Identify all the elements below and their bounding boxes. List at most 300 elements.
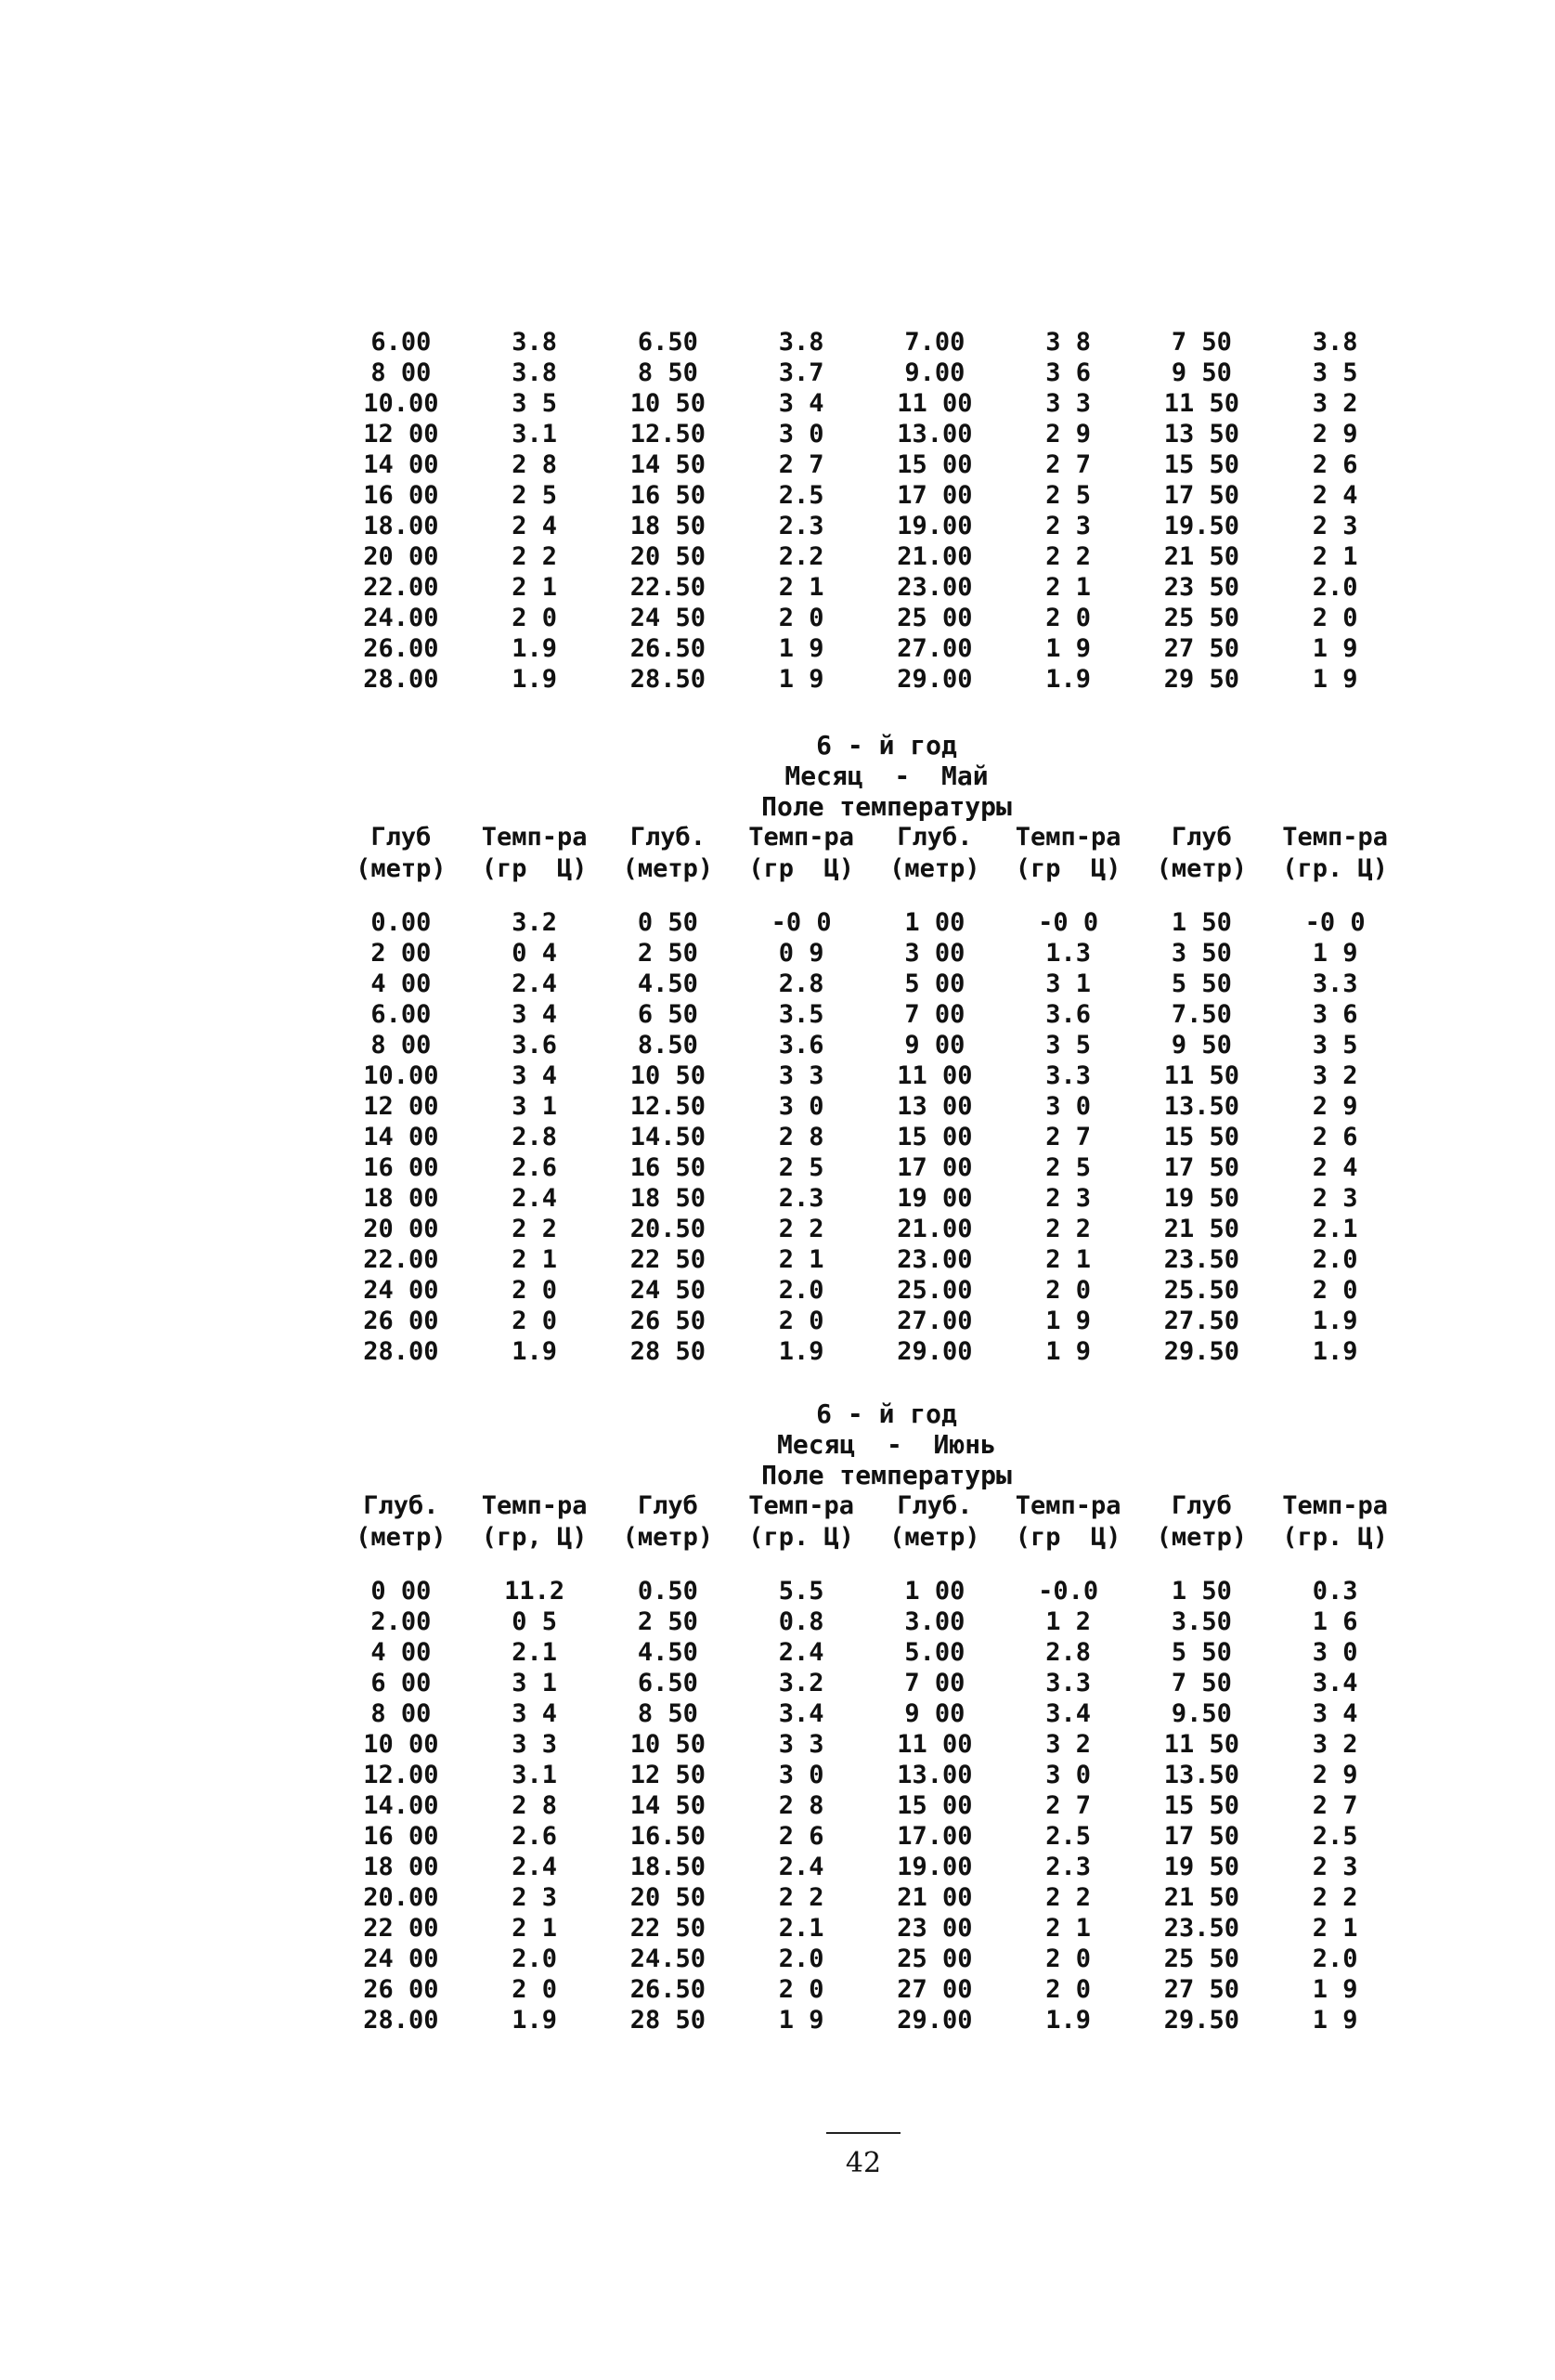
table-cell: 13.00 — [897, 1761, 973, 1789]
table-cell: 7 00 — [904, 1669, 965, 1697]
table-cell: 5 50 — [1171, 1638, 1232, 1667]
table-cell: 0 4 — [512, 939, 558, 968]
table-cell: 21 50 — [1163, 1883, 1240, 1912]
table-cell: 27.00 — [897, 634, 973, 663]
table-cell: 3 3 — [1045, 389, 1092, 418]
table-cell: 3 0 — [778, 1092, 824, 1121]
table-cell: 26 00 — [363, 1307, 439, 1335]
table-cell: 3.2 — [512, 908, 558, 937]
table-cell: 28.00 — [363, 665, 439, 694]
column-header: (метр) — [622, 1523, 714, 1552]
table-cell: 0.00 — [370, 908, 432, 937]
section-june-titles — [334, 1398, 1402, 1490]
table-cell: 6.00 — [370, 1000, 432, 1029]
table-cell: 2.1 — [512, 1638, 558, 1667]
table-cell: 2 2 — [778, 1215, 824, 1243]
table-cell: 3 2 — [1312, 1061, 1358, 1090]
table-cell: 1.9 — [1312, 1337, 1358, 1366]
table-cell: 13.50 — [1163, 1761, 1240, 1789]
table-cell: 2 1 — [1045, 573, 1092, 602]
table-cell: 3 4 — [512, 1699, 558, 1728]
table-cell: 5 00 — [904, 969, 965, 998]
table-cell: 4 00 — [370, 969, 432, 998]
page-number: 42 — [845, 2147, 882, 2179]
table-cell: 2.8 — [512, 1123, 558, 1151]
table-cell: 2 0 — [778, 1975, 824, 2004]
table-cell: 3 6 — [1045, 358, 1092, 387]
month-heading: Месяц - Май — [784, 761, 989, 791]
table-cell: 2 1 — [1312, 1914, 1358, 1943]
table-cell: 0 9 — [778, 939, 824, 968]
table-cell: 9 50 — [1171, 358, 1232, 387]
table-cell: 3 0 — [1045, 1761, 1092, 1789]
table-cell: 1 9 — [1312, 2006, 1358, 2035]
table-cell: 1.9 — [512, 665, 558, 694]
table-cell: 13 00 — [897, 1092, 973, 1121]
table-cell: 2 0 — [778, 1307, 824, 1335]
table-cell: 26.00 — [363, 634, 439, 663]
table-cell: 2 0 — [1312, 1276, 1358, 1305]
column-header: (гр. Ц) — [1282, 854, 1389, 883]
table-cell: 10 50 — [629, 389, 706, 418]
table-cell: 27 50 — [1163, 634, 1240, 663]
june-header — [334, 1490, 1402, 1554]
table-cell: 1 9 — [778, 2006, 824, 2035]
table-cell: 3 5 — [1312, 1031, 1358, 1060]
column-header: (гр Ц) — [1015, 854, 1121, 883]
table-cell: 2.00 — [370, 1607, 432, 1636]
column-header: (гр Ц) — [481, 854, 588, 883]
table-cell: 2 5 — [512, 481, 558, 510]
table-cell: 3 2 — [1045, 1730, 1092, 1759]
table-cell: 7.50 — [1171, 1000, 1232, 1029]
table-cell: 25 00 — [897, 1944, 973, 1973]
table-cell: 2.1 — [778, 1914, 824, 1943]
table-cell: 8 00 — [370, 358, 432, 387]
column-header: Темп-ра — [481, 823, 588, 852]
table-cell: 2 7 — [1045, 1791, 1092, 1820]
table-cell: 28.00 — [363, 2006, 439, 2035]
table-cell: 2 1 — [1312, 542, 1358, 571]
table-cell: 2 3 — [1312, 1853, 1358, 1881]
table-cell: 2 4 — [1312, 1153, 1358, 1182]
table-cell: 29.50 — [1163, 2006, 1240, 2035]
table-cell: 1 9 — [778, 665, 824, 694]
table-cell: 10 00 — [363, 1730, 439, 1759]
table-cell: -0.0 — [1038, 1577, 1099, 1606]
table-cell: 3.3 — [1312, 969, 1358, 998]
table-cell: 9 00 — [904, 1699, 965, 1728]
table-cell: 0.50 — [637, 1577, 698, 1606]
table-cell: 8 50 — [637, 1699, 698, 1728]
column-header: Глуб. — [629, 823, 706, 852]
table-cell: 1 9 — [1045, 1337, 1092, 1366]
table-cell: 2.0 — [1312, 1944, 1358, 1973]
column-header: (метр) — [889, 854, 980, 883]
may-header — [334, 822, 1402, 885]
table-cell: 1 2 — [1045, 1607, 1092, 1636]
table-cell: 3 3 — [512, 1730, 558, 1759]
column-header: Темп-ра — [748, 1491, 855, 1520]
table-cell: 1.3 — [1045, 939, 1092, 968]
table-cell: 3 5 — [512, 389, 558, 418]
table-cell: 21 00 — [897, 1883, 973, 1912]
table-cell: 3 1 — [512, 1669, 558, 1697]
table-cell: 2.0 — [778, 1944, 824, 1973]
table-cell: 2.3 — [778, 1184, 824, 1213]
table-cell: 23.50 — [1163, 1245, 1240, 1274]
table-cell: 2.0 — [778, 1276, 824, 1305]
table-cell: 28.00 — [363, 1337, 439, 1366]
table-cell: 10.00 — [363, 1061, 439, 1090]
table-cell: 1 6 — [1312, 1607, 1358, 1636]
table-cell: 1.9 — [512, 2006, 558, 2035]
table-cell: 2 2 — [778, 1883, 824, 1912]
table-cell: 22.50 — [629, 573, 706, 602]
table-cell: 2 7 — [1045, 450, 1092, 479]
table-cell: 2 9 — [1312, 420, 1358, 449]
table-cell: 2 1 — [512, 1914, 558, 1943]
table-cell: 28 50 — [629, 2006, 706, 2035]
table-cell: 1 50 — [1171, 1577, 1232, 1606]
table-cell: 2 0 — [512, 1276, 558, 1305]
table-cell: 8 00 — [370, 1031, 432, 1060]
table-cell: 6.50 — [637, 328, 698, 357]
table-cell: 11.2 — [504, 1577, 565, 1606]
table-cell: 15 00 — [897, 450, 973, 479]
table-cell: 2 2 — [512, 542, 558, 571]
table-cell: 23.50 — [1163, 1914, 1240, 1943]
table-cell: 1.9 — [1045, 2006, 1092, 2035]
table-cell: 18 50 — [629, 512, 706, 540]
table-cell: 2 8 — [778, 1791, 824, 1820]
table-cell: 29 50 — [1163, 665, 1240, 694]
table-cell: 18 00 — [363, 1853, 439, 1881]
table-cell: 8.50 — [637, 1031, 698, 1060]
table-cell: 2 0 — [1045, 1975, 1092, 2004]
table-cell: 2 1 — [1045, 1914, 1092, 1943]
table-cell: 29.00 — [897, 1337, 973, 1366]
table-cell: 17 50 — [1163, 1153, 1240, 1182]
table-cell: 15 50 — [1163, 1123, 1240, 1151]
table-cell: 19 00 — [897, 1184, 973, 1213]
table-cell: 7 50 — [1171, 328, 1232, 357]
table-cell: 2 8 — [778, 1123, 824, 1151]
table-cell: 15 00 — [897, 1791, 973, 1820]
table-cell: 14.50 — [629, 1123, 706, 1151]
table-cell: 2 7 — [778, 450, 824, 479]
table-cell: 2.3 — [778, 512, 824, 540]
table-cell: 7.00 — [904, 328, 965, 357]
table-cell: 2 2 — [512, 1215, 558, 1243]
table-cell: 12.00 — [363, 1761, 439, 1789]
table-cell: 24.00 — [363, 604, 439, 632]
table-cell: 14 00 — [363, 1123, 439, 1151]
column-header: (гр. Ц) — [748, 1523, 855, 1552]
table-cell: 24 50 — [629, 1276, 706, 1305]
table-cell: 25 00 — [897, 604, 973, 632]
table-cell: 2 6 — [778, 1822, 824, 1851]
table-cell: 27 00 — [897, 1975, 973, 2004]
table-cell: 20 50 — [629, 542, 706, 571]
table-cell: 2 0 — [1312, 604, 1358, 632]
table-cell: 2.5 — [778, 481, 824, 510]
table-cell: 3 0 — [778, 420, 824, 449]
column-header: Глуб — [637, 1491, 698, 1520]
table-cell: 2.4 — [778, 1638, 824, 1667]
table-cell: 3.50 — [1171, 1607, 1232, 1636]
table-cell: 2 3 — [1312, 1184, 1358, 1213]
table-cell: 1 9 — [1312, 939, 1358, 968]
table-cell: 2 5 — [778, 1153, 824, 1182]
table-cell: 3 0 — [1312, 1638, 1358, 1667]
table-cell: 2 0 — [512, 1307, 558, 1335]
table-cell: 3.00 — [904, 1607, 965, 1636]
table-cell: 3.4 — [1045, 1699, 1092, 1728]
table-cell: 7 00 — [904, 1000, 965, 1029]
table-cell: 9.00 — [904, 358, 965, 387]
table-cell: 19.50 — [1163, 512, 1240, 540]
table-cell: 3.6 — [778, 1031, 824, 1060]
table-cell: 2 2 — [1045, 1883, 1092, 1912]
table-cell: 2 9 — [1045, 420, 1092, 449]
table-cell: 3 00 — [904, 939, 965, 968]
table-cell: 24 00 — [363, 1944, 439, 1973]
table-cell: 23.00 — [897, 573, 973, 602]
table-cell: 2.4 — [512, 969, 558, 998]
table-cell: 2 4 — [1312, 481, 1358, 510]
table-cell: 2 0 — [1045, 604, 1092, 632]
table-cell: 16 50 — [629, 481, 706, 510]
table-cell: 2 1 — [512, 1245, 558, 1274]
section-may — [334, 730, 1402, 1367]
table-cell: 2 9 — [1312, 1092, 1358, 1121]
table-cell: 3 3 — [778, 1061, 824, 1090]
table-cell: 23 50 — [1163, 573, 1240, 602]
table-cell: 2.5 — [1312, 1822, 1358, 1851]
column-header: Темп-ра — [1015, 823, 1121, 852]
table-cell: 12 00 — [363, 420, 439, 449]
table-cell: 2.0 — [512, 1944, 558, 1973]
table-cell: 5.00 — [904, 1638, 965, 1667]
table-cell: 2 4 — [512, 512, 558, 540]
table-cell: 3.3 — [1045, 1061, 1092, 1090]
table-cell: 3 1 — [1045, 969, 1092, 998]
table-cell: 17 00 — [897, 481, 973, 510]
table-cell: 1 9 — [1312, 634, 1358, 663]
column-header: Темп-ра — [748, 823, 855, 852]
column-header: Темп-ра — [481, 1491, 588, 1520]
table-cell: 17.00 — [897, 1822, 973, 1851]
column-header: Глуб. — [897, 1491, 973, 1520]
table-cell: 24 50 — [629, 604, 706, 632]
table-cell: 28.50 — [629, 665, 706, 694]
table-cell: 2.8 — [778, 969, 824, 998]
table-cell: 19.00 — [897, 512, 973, 540]
table-cell: 3 4 — [778, 389, 824, 418]
table-cell: 26 50 — [629, 1307, 706, 1335]
table-cell: 1 00 — [904, 1577, 965, 1606]
table-cell: 9 00 — [904, 1031, 965, 1060]
table-cell: 20 00 — [363, 542, 439, 571]
column-header: (метр) — [1156, 854, 1248, 883]
table-cell: 4.50 — [637, 969, 698, 998]
table-cell: 2.0 — [1312, 573, 1358, 602]
table-cell: 3.1 — [512, 1761, 558, 1789]
table-cell: 26.50 — [629, 634, 706, 663]
table-cell: 23.00 — [897, 1245, 973, 1274]
table-cell: 14 50 — [629, 450, 706, 479]
table-cell: 2 0 — [1045, 1276, 1092, 1305]
table-cell: 22.00 — [363, 1245, 439, 1274]
table-cell: 1 50 — [1171, 908, 1232, 937]
table-cell: 2 7 — [1312, 1791, 1358, 1820]
table-cell: 3 0 — [1045, 1092, 1092, 1121]
table-cell: 25.00 — [897, 1276, 973, 1305]
table-cell: 22 50 — [629, 1245, 706, 1274]
table-cell: 2.6 — [512, 1822, 558, 1851]
section-may-titles — [334, 730, 1402, 822]
table-cell: 1.9 — [1312, 1307, 1358, 1335]
table-cell: 2 0 — [1045, 1944, 1092, 1973]
table-cell: 3 5 — [1045, 1031, 1092, 1060]
continuation-grid — [334, 327, 1402, 695]
table-cell: -0 0 — [771, 908, 832, 937]
table-cell: 1 9 — [778, 634, 824, 663]
table-cell: 26 00 — [363, 1975, 439, 2004]
month-heading: Месяц - Июнь — [776, 1429, 996, 1460]
year-heading: 6 - й год — [816, 730, 957, 761]
table-cell: 0.3 — [1312, 1577, 1358, 1606]
table-cell: 1.9 — [512, 634, 558, 663]
table-cell: 3 6 — [1312, 1000, 1358, 1029]
table-cell: 2 50 — [637, 939, 698, 968]
table-cell: 2 1 — [1045, 1245, 1092, 1274]
table-cell: 1.9 — [1045, 665, 1092, 694]
table-cell: 20 50 — [629, 1883, 706, 1912]
table-cell: 3.8 — [512, 328, 558, 357]
table-cell: 22 50 — [629, 1914, 706, 1943]
table-cell: 11 50 — [1163, 389, 1240, 418]
may-grid — [334, 907, 1402, 1367]
column-header: (метр) — [889, 1523, 980, 1552]
table-cell: 2.1 — [1312, 1215, 1358, 1243]
table-cell: 3 3 — [778, 1730, 824, 1759]
column-header: (гр Ц) — [748, 854, 855, 883]
table-cell: 25 50 — [1163, 1944, 1240, 1973]
table-cell: 16.50 — [629, 1822, 706, 1851]
table-cell: 19.00 — [897, 1853, 973, 1881]
table-cell: 16 00 — [363, 481, 439, 510]
table-cell: 12 50 — [629, 1761, 706, 1789]
column-header: (метр) — [356, 1523, 447, 1552]
table-cell: 19 50 — [1163, 1184, 1240, 1213]
table-cell: 17 50 — [1163, 1822, 1240, 1851]
table-cell: 2 5 — [1045, 481, 1092, 510]
table-cell: 8 00 — [370, 1699, 432, 1728]
table-cell: 29.50 — [1163, 1337, 1240, 1366]
table-cell: 20 00 — [363, 1215, 439, 1243]
table-cell: -0 0 — [1304, 908, 1366, 937]
table-cell: 2.3 — [1045, 1853, 1092, 1881]
table-cell: 14 50 — [629, 1791, 706, 1820]
table-cell: 3 4 — [512, 1061, 558, 1090]
table-cell: 17 50 — [1163, 481, 1240, 510]
table-cell: 27 50 — [1163, 1975, 1240, 2004]
table-cell: 3.8 — [1312, 328, 1358, 357]
column-header: Темп-ра — [1015, 1491, 1121, 1520]
table-cell: 2.4 — [778, 1853, 824, 1881]
page-number-rule — [826, 2132, 901, 2134]
table-cell: 21 50 — [1163, 1215, 1240, 1243]
table-cell: 2 00 — [370, 939, 432, 968]
table-cell: 2 0 — [512, 604, 558, 632]
table-cell: 26.50 — [629, 1975, 706, 2004]
table-cell: 0 00 — [370, 1577, 432, 1606]
table-cell: 9 50 — [1171, 1031, 1232, 1060]
table-cell: 6.00 — [370, 328, 432, 357]
column-header: Глуб — [1171, 1491, 1232, 1520]
table-cell: 2 8 — [512, 1791, 558, 1820]
column-header: (гр Ц) — [1015, 1523, 1121, 1552]
table-cell: 3 2 — [1312, 389, 1358, 418]
column-header: Глуб — [1171, 823, 1232, 852]
table-cell: 7 50 — [1171, 1669, 1232, 1697]
table-cell: 10 50 — [629, 1730, 706, 1759]
table-cell: 1 9 — [1045, 634, 1092, 663]
table-cell: 3.4 — [1312, 1669, 1358, 1697]
table-cell: 5.5 — [778, 1577, 824, 1606]
table-cell: 18.50 — [629, 1853, 706, 1881]
table-cell: 2.4 — [512, 1853, 558, 1881]
table-cell: 2 7 — [1045, 1123, 1092, 1151]
table-cell: 22 00 — [363, 1914, 439, 1943]
table-cell: 2 0 — [778, 604, 824, 632]
table-cell: 6 00 — [370, 1669, 432, 1697]
table-cell: 12.50 — [629, 420, 706, 449]
table-cell: 3.1 — [512, 420, 558, 449]
column-header: (метр) — [1156, 1523, 1248, 1552]
table-cell: 2 3 — [1312, 512, 1358, 540]
table-cell: 27.00 — [897, 1307, 973, 1335]
column-header: Темп-ра — [1282, 823, 1389, 852]
table-cell: 2.2 — [778, 542, 824, 571]
table-cell: 2 3 — [1045, 512, 1092, 540]
table-cell: 3.5 — [778, 1000, 824, 1029]
table-cell: 4 00 — [370, 1638, 432, 1667]
table-cell: 2 2 — [1045, 542, 1092, 571]
table-cell: 0.8 — [778, 1607, 824, 1636]
table-cell: 3 1 — [512, 1092, 558, 1121]
table-cell: 3 5 — [1312, 358, 1358, 387]
table-cell: 2 3 — [512, 1883, 558, 1912]
table-cell: 2.4 — [512, 1184, 558, 1213]
column-header: Темп-ра — [1282, 1491, 1389, 1520]
table-cell: 1.9 — [512, 1337, 558, 1366]
table-cell: 2 6 — [1312, 1123, 1358, 1151]
table-cell: 3 0 — [778, 1761, 824, 1789]
table-cell: 1 00 — [904, 908, 965, 937]
table-cell: 3.7 — [778, 358, 824, 387]
table-cell: 11 50 — [1163, 1061, 1240, 1090]
table-cell: 13 50 — [1163, 420, 1240, 449]
table-cell: 8 50 — [637, 358, 698, 387]
table-cell: 20.00 — [363, 1883, 439, 1912]
table-cell: 2 0 — [512, 1975, 558, 2004]
table-cell: 12 00 — [363, 1092, 439, 1121]
column-header: (метр) — [622, 854, 714, 883]
table-cell: 3.3 — [1045, 1669, 1092, 1697]
